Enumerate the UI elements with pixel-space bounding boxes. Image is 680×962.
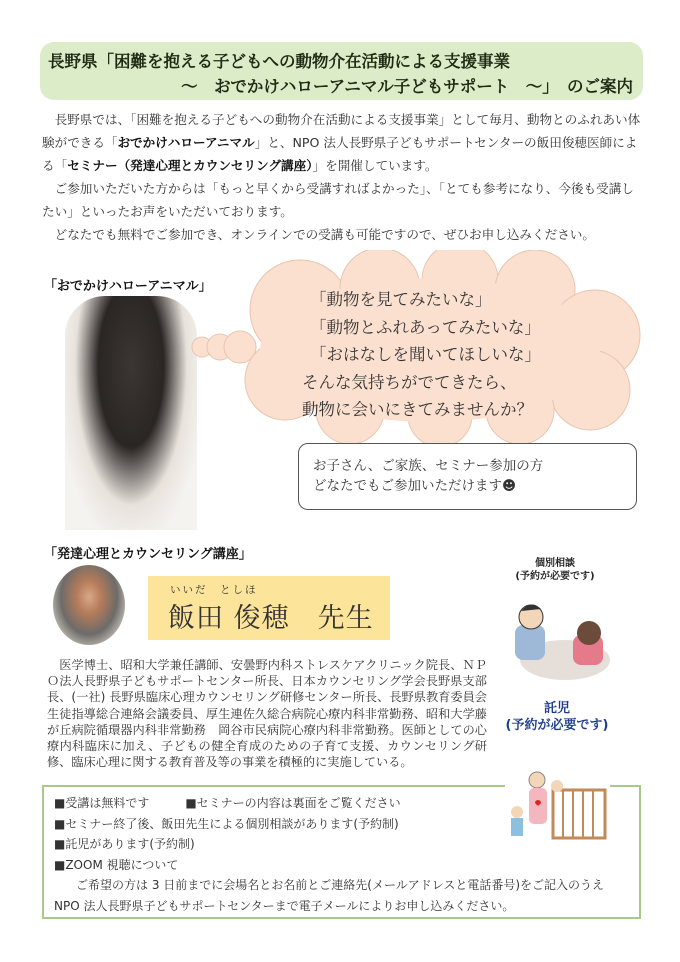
childcare-illustration <box>505 770 610 845</box>
childcare-label-1: 託児 <box>543 701 570 716</box>
lecturer-name-ruby: いいだ としほ <box>170 584 258 596</box>
lecturer-photo <box>53 565 125 645</box>
cloud-text <box>302 286 541 424</box>
info-item-free: ■受講は無料です <box>54 796 150 810</box>
intro-paragraph-1 <box>42 108 642 177</box>
intro-text-c: 」と、NPO 法人長野県子どもサポートセンターの飯田俊穂医師による「 <box>42 135 638 173</box>
consultation-illustration <box>505 595 615 690</box>
consult-label-1: 個別相談 <box>535 558 575 569</box>
cloud-line: 「動物とふれあってみたいな」 <box>310 317 541 337</box>
intro-text-a: 長野県では、「困難を抱える子どもへの動物介在活動による支援事業」として毎月、動物とのふれあい体験ができる「 <box>42 112 641 150</box>
cloud-line: 動物に会いにきてみませんか？ <box>302 400 533 419</box>
cloud-line: 「動物を見てみたいな」 <box>310 290 492 309</box>
lecturer-name: 飯田 俊穂 先生 <box>168 603 374 634</box>
seminar-section-label: 「発達心理とカウンセリング講座」 <box>44 547 252 562</box>
childcare-label <box>497 700 617 734</box>
intro-text <box>42 108 642 246</box>
consult-label <box>500 557 610 583</box>
intro-program-name: おでかけハローアニマル <box>117 135 255 150</box>
info-item-content: ■セミナーの内容は裏面をご覧ください <box>185 796 401 810</box>
zoom-instructions-1: ご希望の方は 3 日前までに会場名とお名前とご連絡先(メールアドレスと電話番号)をご記入のうえ <box>76 878 605 892</box>
title-line-2: ～ おでかけハローアニマル子どもサポート ～」 のご案内 <box>181 77 633 96</box>
title-banner <box>40 42 643 100</box>
cloud-line: そんな気持ちがでてきたら、 <box>302 372 517 392</box>
dog-photo <box>65 296 197 530</box>
lecturer-name-box <box>148 576 390 640</box>
note-line-1: お子さん、ご家族、セミナー参加の方 <box>313 458 544 474</box>
info-item-consult: ■セミナー終了後、飯田先生による個別相談があります(予約制) <box>54 816 399 831</box>
participation-note <box>298 443 637 510</box>
animal-section-label: 「おでかけハローアニマル」 <box>44 279 212 294</box>
lecturer-bio: 医学博士、昭和大学兼任講師、安曇野内科ストレスケアクリニック院長、ＮＰＯ法人長野県子どもサポートセンター所長、日本カウンセリング学会長野県支部長、(一社) 長野県臨床心理カウンセリング研修センター所長、長野県教育委員会生徒指導総合連絡会議委員、厚生連佐久総合病院心療内科非常勤務、昭和大学藤が丘病院循環器内科非常勤務 岡谷市民病院心療内科非常勤務。医師としての心療内科臨床に加え、子どもの健全育成のための子育て支援、カウンセリング研修、臨床心理に関する教育普及等の事業を積極的に実施している。 <box>47 658 487 770</box>
zoom-instructions-2: NPO 法人長野県子どもサポートセンターまで電子メールによりお申し込みください。 <box>54 898 515 913</box>
intro-text-e: 」を開催しています。 <box>312 158 438 173</box>
intro-paragraph-3: どなたでも無料でご参加でき、オンラインでの受講も可能ですので、ぜひお申し込みください。 <box>54 227 595 242</box>
intro-paragraph-2: ご参加いただいた方からは「もっと早くから受講すればよかった」、「とても参考になり、今後も受講したい」といったお声をいただいております。 <box>42 181 634 219</box>
info-item-childcare: ■託児があります(予約制) <box>54 837 195 851</box>
childcare-label-2: (予約が必要です) <box>505 718 609 733</box>
cloud-line: 「おはなしを聞いてほしいな」 <box>310 345 541 364</box>
title-line-1: 長野県「困難を抱える子どもへの動物介在活動による支援事業 <box>48 52 510 71</box>
intro-seminar-name: セミナー（発達心理とカウンセリング講座） <box>67 158 313 173</box>
consult-label-2: (予約が必要です) <box>515 571 595 582</box>
info-item-zoom: ■ZOOM 視聴について <box>54 857 179 872</box>
note-line-2: どなたでもご参加いただけます☻ <box>313 478 517 494</box>
